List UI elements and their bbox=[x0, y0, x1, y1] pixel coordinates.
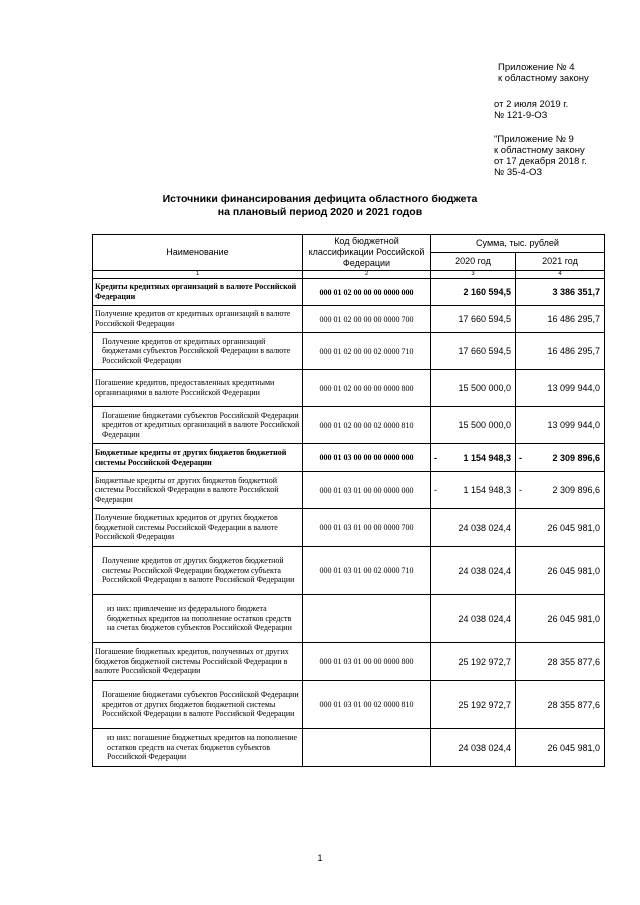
row-name: Получение кредитов от других бюджетов бюджетной системы Российской Федерации бюджетом субъекта Российской Федерации в валюте Российской Федерации bbox=[93, 547, 303, 595]
row-value-2020: 17 660 594,5 bbox=[431, 306, 516, 333]
table-row bbox=[93, 279, 605, 306]
table-row bbox=[93, 595, 605, 643]
appendix-title: Приложение № 4 bbox=[498, 62, 575, 73]
financing-sources-table bbox=[92, 234, 605, 767]
row-value-2020: 15 500 000,0 bbox=[431, 370, 516, 407]
row-value-2020 bbox=[431, 444, 516, 472]
row-value-2021: 26 045 981,0 bbox=[516, 729, 605, 767]
negative-sign: - bbox=[519, 485, 522, 495]
row-name: Получение бюджетных кредитов от других бюджетов бюджетной системы Российской Федерации в валюте Российской Федерации bbox=[93, 509, 303, 547]
row-value-2021: 26 045 981,0 bbox=[516, 595, 605, 643]
row-code: 000 01 03 01 00 02 0000 810 bbox=[303, 681, 431, 729]
row-name: Бюджетные кредиты от других бюджетов бюджетной системы Российской Федерации в валюте Российской Федерации bbox=[93, 472, 303, 509]
row-code: 000 01 02 00 00 02 0000 710 bbox=[303, 333, 431, 370]
row-value-2021: 16 486 295,7 bbox=[516, 306, 605, 333]
row-value-2021: 26 045 981,0 bbox=[516, 547, 605, 595]
table-row bbox=[93, 370, 605, 407]
row-name: Бюджетные кредиты от других бюджетов бюджетной системы Российской Федерации bbox=[93, 444, 303, 472]
row-code: 000 01 02 00 00 00 0000 700 bbox=[303, 306, 431, 333]
row-value-2021: 16 486 295,7 bbox=[516, 333, 605, 370]
appendix-to-law: к областному закону bbox=[498, 73, 589, 84]
negative-sign: - bbox=[519, 452, 522, 463]
negative-sign: - bbox=[434, 485, 437, 495]
law-date: от 2 июля 2019 г. bbox=[494, 99, 569, 110]
row-name: Погашение бюджетами субъектов Российской Федерации кредитов от других бюджетов бюджетной системы Российской Федерации в валюте Российской Федерации bbox=[93, 681, 303, 729]
row-code: 000 01 03 01 00 02 0000 710 bbox=[303, 547, 431, 595]
row-value-2021: 13 099 944,0 bbox=[516, 370, 605, 407]
row-code: 000 01 02 00 00 00 0000 800 bbox=[303, 370, 431, 407]
table-row bbox=[93, 643, 605, 681]
amount: 1 154 948,3 bbox=[463, 452, 511, 463]
header-code: Код бюджетной классификации Российской Федерации bbox=[303, 235, 431, 271]
row-value-2020: 24 038 024,4 bbox=[431, 547, 516, 595]
row-code: 000 01 03 01 00 00 0000 800 bbox=[303, 643, 431, 681]
column-number: 3 bbox=[431, 271, 516, 279]
table-row bbox=[93, 681, 605, 729]
table-row bbox=[93, 729, 605, 767]
amount: 1 154 948,3 bbox=[463, 485, 511, 495]
header-name: Наименование bbox=[93, 235, 303, 271]
prev-to-law: к областному закону bbox=[494, 145, 585, 156]
prev-appendix: "Приложение № 9 bbox=[494, 134, 574, 145]
header-year-2021: 2021 год bbox=[516, 253, 605, 271]
row-name: Получение кредитов от кредитных организаций бюджетами субъектов Российской Федерации в валюте Российской Федерации bbox=[93, 333, 303, 370]
column-number: 2 bbox=[303, 271, 431, 279]
row-value-2021: 26 045 981,0 bbox=[516, 509, 605, 547]
prev-number: № 35-4-ОЗ bbox=[494, 167, 543, 178]
row-value-2020: 25 192 972,7 bbox=[431, 681, 516, 729]
law-reference bbox=[494, 99, 568, 121]
page-number: 1 bbox=[317, 853, 323, 863]
row-value-2021 bbox=[516, 444, 605, 472]
table-row bbox=[93, 306, 605, 333]
row-value-2021: 28 355 877,6 bbox=[516, 681, 605, 729]
row-value-2021: 3 386 351,7 bbox=[516, 279, 605, 306]
row-value-2020: 15 500 000,0 bbox=[431, 407, 516, 444]
row-value-2020: 24 038 024,4 bbox=[431, 595, 516, 643]
row-code bbox=[303, 729, 431, 767]
row-code: 000 01 02 00 00 00 0000 000 bbox=[303, 279, 431, 306]
row-name: из них: привлечение из федерального бюджета бюджетных кредитов на пополнение остатков средств на счетах бюджетов субъектов Российской Федерации bbox=[93, 595, 303, 643]
prev-date: от 17 декабря 2018 г. bbox=[494, 156, 587, 167]
row-name: Погашение бюджетами субъектов Российской Федерации кредитов от кредитных организаций в валюте Российской Федерации bbox=[93, 407, 303, 444]
row-value-2020: 2 160 594,5 bbox=[431, 279, 516, 306]
table-row bbox=[93, 509, 605, 547]
row-name: Получение кредитов от кредитных организаций в валюте Российской Федерации bbox=[93, 306, 303, 333]
row-code bbox=[303, 595, 431, 643]
row-code: 000 01 03 00 00 00 0000 000 bbox=[303, 444, 431, 472]
row-code: 000 01 02 00 00 02 0000 810 bbox=[303, 407, 431, 444]
row-value-2021: 13 099 944,0 bbox=[516, 407, 605, 444]
table-row bbox=[93, 407, 605, 444]
document-title bbox=[0, 193, 640, 219]
row-value-2020: 25 192 972,7 bbox=[431, 643, 516, 681]
row-code: 000 01 03 01 00 00 0000 000 bbox=[303, 472, 431, 509]
row-name: Кредиты кредитных организаций в валюте Российской Федерации bbox=[93, 279, 303, 306]
appendix-header bbox=[498, 62, 589, 84]
amount: 2 309 896,6 bbox=[552, 452, 601, 463]
row-name: из них: погашение бюджетных кредитов на пополнение остатков средств на счетах бюджетов субъектов Российской Федерации bbox=[93, 729, 303, 767]
header-year-2020: 2020 год bbox=[431, 253, 516, 271]
row-value-2021 bbox=[516, 472, 605, 509]
title-line-2: на плановый период 2020 и 2021 годов bbox=[217, 206, 423, 218]
row-value-2020: 24 038 024,4 bbox=[431, 509, 516, 547]
row-value-2020: 17 660 594,5 bbox=[431, 333, 516, 370]
row-code: 000 01 03 01 00 00 0000 700 bbox=[303, 509, 431, 547]
table-row bbox=[93, 472, 605, 509]
column-number: 1 bbox=[93, 271, 303, 279]
table-row bbox=[93, 547, 605, 595]
negative-sign: - bbox=[434, 452, 437, 463]
row-value-2021: 28 355 877,6 bbox=[516, 643, 605, 681]
column-number: 4 bbox=[516, 271, 605, 279]
previous-appendix-reference bbox=[494, 134, 587, 178]
row-name: Погашение кредитов, предоставленных кредитными организациями в валюте Российской Федерации bbox=[93, 370, 303, 407]
table-row bbox=[93, 444, 605, 472]
amount: 2 309 896,6 bbox=[552, 485, 601, 495]
row-name: Погашение бюджетных кредитов, полученных от других бюджетов бюджетной системы Российской Федерации в валюте Российской Федерации bbox=[93, 643, 303, 681]
row-value-2020 bbox=[431, 472, 516, 509]
law-number: № 121-9-ОЗ bbox=[494, 110, 548, 121]
title-line-1: Источники финансирования дефицита областного бюджета bbox=[162, 193, 478, 205]
header-sum: Сумма, тыс. рублей bbox=[431, 235, 605, 253]
table-row bbox=[93, 333, 605, 370]
row-value-2020: 24 038 024,4 bbox=[431, 729, 516, 767]
